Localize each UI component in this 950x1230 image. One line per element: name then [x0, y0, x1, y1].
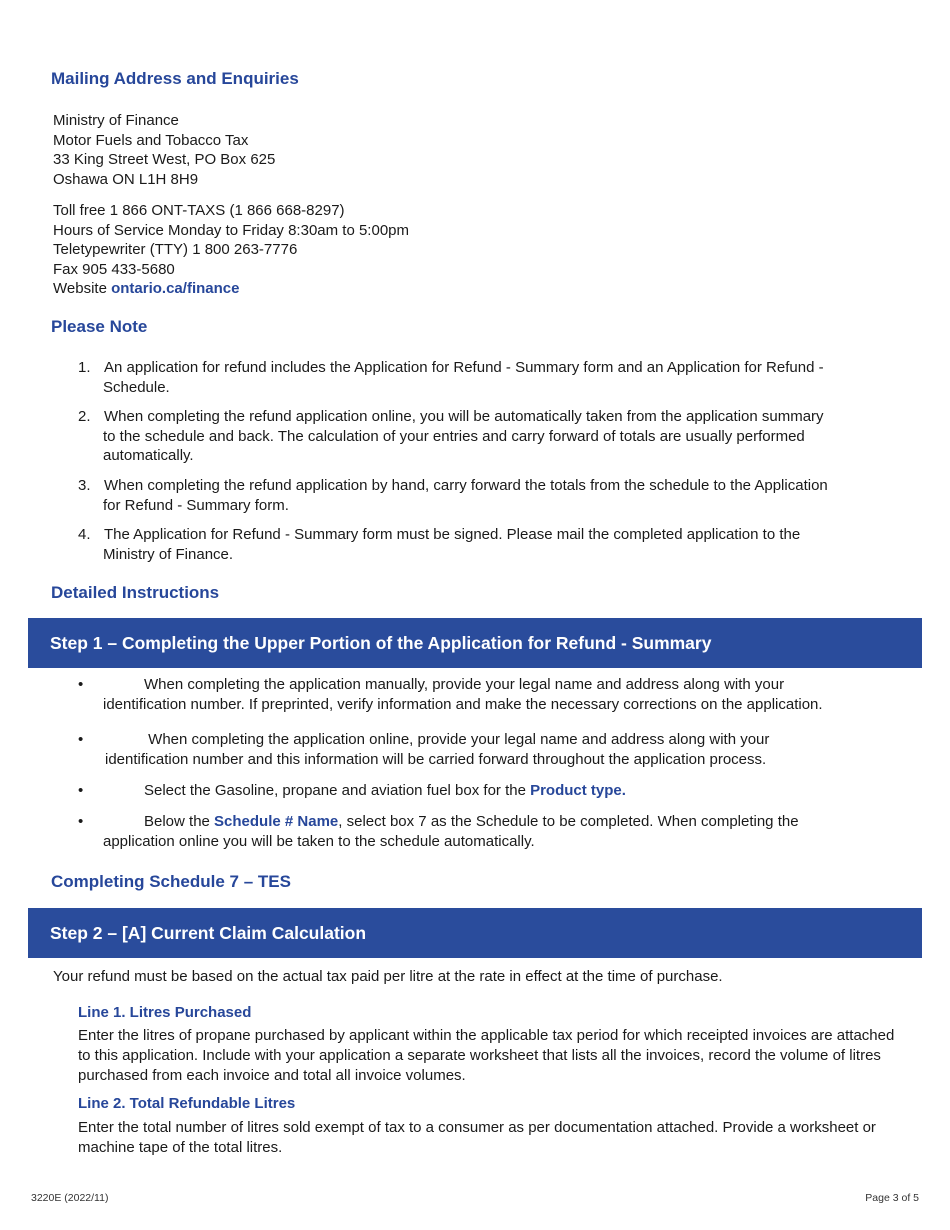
contact-line: Hours of Service Monday to Friday 8:30am to 5:00pm [53, 221, 410, 239]
bullet-item [78, 812, 908, 851]
step2-intro: Your refund must be based on the actual tax paid per litre at the rate in effect at the time of purchase. [53, 968, 723, 985]
contact-line: Teletypewriter (TTY) 1 800 263-7776 [53, 241, 298, 258]
item-text: When completing the refund application online, you will be automatically taken from the application summary [104, 408, 824, 425]
item-number: 1. [78, 359, 91, 376]
step2-title-bar: Step 2 – [A] Current Claim Calculation [28, 908, 922, 958]
bullet-text: Select the Gasoline, propane and aviation fuel box for the [144, 782, 531, 799]
address-line: 33 King Street West, PO Box 625 [53, 151, 276, 168]
note-item [78, 525, 908, 564]
contact-line: Fax 905 433-5680 [53, 260, 175, 278]
note-heading: Please Note [51, 317, 148, 336]
website-link[interactable]: ontario.ca/finance [111, 280, 240, 297]
mailing-address [53, 111, 275, 189]
item-text-cont: Schedule. [103, 378, 170, 396]
line1-text: Enter the litres of propane purchased by applicant within the applicable tax period for which receipted invoices are attached to this application. Include with your application a separate worksheet that lists all the invoices, record the volume of litres purchased from each invoice and total all invoice volumes. [78, 1027, 895, 1084]
website-line [53, 279, 409, 299]
bullet-icon: • [78, 731, 84, 748]
item-number: 3. [78, 477, 91, 494]
item-text: An application for refund includes the Application for Refund - Summary form and an Application for Refund - [104, 359, 824, 376]
item-text-cont: Ministry of Finance. [103, 545, 234, 563]
address-line: Oshawa ON L1H 8H9 [53, 170, 199, 188]
bullet-item [78, 781, 908, 801]
item-text-cont: for Refund - Summary form. [103, 496, 289, 514]
bullet-icon: • [78, 813, 84, 830]
note-item [78, 358, 908, 397]
bullet-icon: • [78, 782, 84, 799]
page-number: Page 3 of 5 [865, 1192, 919, 1204]
item-number: 2. [78, 408, 91, 425]
mailing-heading: Mailing Address and Enquiries [51, 69, 299, 88]
contact-line: Toll free 1 866 ONT-TAXS (1 866 668-8297) [53, 202, 345, 219]
address-line: Ministry of Finance [53, 112, 179, 129]
bullet-item [78, 730, 908, 769]
schedule-name-label: Schedule # Name [214, 813, 339, 830]
note-item [78, 407, 908, 466]
website-label: Website [53, 280, 112, 297]
bullet-icon: • [78, 676, 84, 693]
form-id: 3220E (2022/11) [31, 1192, 109, 1204]
item-number: 4. [78, 526, 91, 543]
detailed-heading: Detailed Instructions [51, 583, 220, 602]
bullet-text: When completing the application online, provide your legal name and address along with your [144, 731, 770, 748]
line2-text: Enter the total number of litres sold exempt of tax to a consumer as per documentation attached. Provide a worksheet or machine tape of the total litres. [78, 1119, 876, 1156]
item-text-cont: to the schedule and back. The calculation of your entries and carry forward of totals are usually performed automatically. [103, 427, 805, 464]
item-text: When completing the refund application by hand, carry forward the totals from the schedule to the Application [104, 477, 828, 494]
bullet-item [78, 675, 908, 714]
line1-title: Line 1. Litres Purchased [78, 1004, 252, 1021]
note-item [78, 476, 908, 515]
bullet-text-cont: identification number and this information will be carried forward throughout the application process. [105, 750, 767, 768]
bullet-text: , select box 7 as the Schedule to be completed. When completing the [338, 813, 799, 830]
line2-title: Line 2. Total Refundable Litres [78, 1095, 296, 1112]
product-type-label: Product type. [530, 782, 626, 799]
bullet-text: Below the [144, 813, 215, 830]
schedule7-heading: Completing Schedule 7 – TES [51, 872, 291, 891]
contact-info [53, 201, 409, 299]
bullet-text-cont: identification number. If preprinted, verify information and make the necessary corrections on the application. [103, 695, 823, 713]
step1-title-bar: Step 1 – Completing the Upper Portion of the Application for Refund - Summary [28, 618, 922, 668]
bullet-text: When completing the application manually, provide your legal name and address along with your [144, 676, 785, 693]
address-line: Motor Fuels and Tobacco Tax [53, 131, 249, 149]
item-text: The Application for Refund - Summary form must be signed. Please mail the completed application to the [104, 526, 801, 543]
bullet-text-cont: application online you will be taken to the schedule automatically. [103, 832, 535, 850]
